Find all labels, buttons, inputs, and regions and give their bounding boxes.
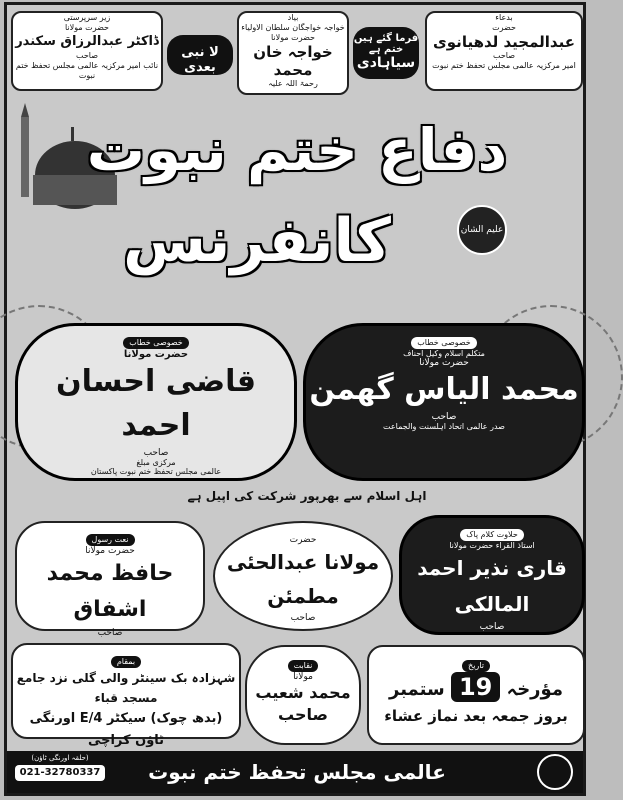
reciter-left-tag: نعت رسول: [86, 534, 135, 546]
patron-right-name: عبدالمجید لدھیانوی: [433, 33, 575, 51]
reciter-right-suffix: صاحب: [479, 622, 505, 632]
pill-center-left: [167, 35, 233, 75]
reciter-center-suffix: صاحب: [290, 613, 316, 623]
remembrance-line1: بیاد: [287, 13, 299, 22]
remembrance-name: خواجہ خان محمد: [253, 43, 333, 79]
patron-right-box: [425, 11, 583, 91]
remembrance-line2: خواجہ خواجگان سلطان الاولیاء: [241, 23, 345, 32]
patron-left-name: ڈاکٹر عبدالرزاق سکندر: [15, 34, 159, 49]
headline-line1: دفاع ختم نبوت: [86, 116, 508, 184]
reciter-center-oval: [213, 521, 393, 631]
reciter-right-sub: استاذ القراء حضرت مولانا: [449, 541, 535, 550]
footer-org: عالمی مجلس تحفظ ختم نبوت: [148, 760, 446, 784]
speaker-right-panel: [303, 323, 585, 481]
patron-right-desc: امیر مرکزیہ عالمی مجلس تحفظ ختم نبوت: [432, 61, 576, 70]
pill-center-left-text: لا نبی بعدی: [181, 45, 219, 75]
reciter-right-panel: [399, 515, 585, 635]
speaker-right-prefix: حضرت مولانا: [419, 358, 469, 368]
headline-line2: کانفرنس: [123, 206, 391, 276]
patron-right-title: حضرت: [492, 23, 516, 32]
speaker-left-prefix: حضرت مولانا: [123, 349, 189, 360]
remembrance-box: [237, 11, 349, 95]
pill-center-right: [353, 27, 419, 79]
patron-left-title: حضرت مولانا: [64, 23, 109, 32]
footer-phone-note: (حلقہ اورنگی ٹاؤن): [31, 754, 89, 762]
remembrance-suffix: رحمۃ اللہ علیہ: [268, 79, 318, 88]
patron-right-line1: بدعاء: [495, 13, 513, 22]
venue-box: [11, 643, 241, 748]
footer-phone: 021-32780337: [15, 765, 105, 781]
reciter-left-suffix: صاحب: [97, 628, 123, 638]
headline-seal: [457, 205, 507, 255]
venue-label: بمقام: [111, 656, 141, 668]
pill-center-right-text2: سیاہادی: [356, 55, 416, 71]
date-label: تاریخ: [462, 660, 490, 672]
reciter-left-name: حافظ محمد اشفاق: [46, 561, 174, 622]
venue-line1: شہزادہ بک سینٹر والی گلی نزد جامع مسجد قباء: [16, 671, 236, 705]
remembrance-prefix: حضرت مولانا: [270, 33, 315, 42]
reciter-right-name: قاری نذیر احمد المالکی: [417, 556, 567, 616]
patron-left-box: [11, 11, 163, 91]
host-label: نقابت: [288, 660, 319, 672]
date-line2: بروز جمعہ بعد نماز عشاء: [384, 707, 568, 725]
date-day: 19: [451, 672, 500, 702]
reciter-left-prefix: حضرت مولانا: [85, 546, 135, 556]
host-name: محمد شعیب صاحب: [255, 683, 351, 724]
speaker-right-suffix: صاحب: [431, 412, 457, 422]
headline-seal-text: علیم الشان: [460, 225, 504, 235]
poster: [4, 2, 586, 796]
headline: [27, 105, 567, 305]
date-pre: مؤرخہ: [506, 679, 563, 700]
patron-left-line1: زیر سرپرستی: [63, 13, 111, 22]
appeal-text: اہل اسلام سے بھرپور شرکت کی اپیل ہے: [187, 489, 427, 503]
host-prefix: مولانا: [293, 672, 313, 682]
speaker-left-suffix: صاحب: [143, 448, 169, 458]
reciter-right-tag: حلاوت کلام پاک: [460, 529, 524, 541]
host-box: [245, 645, 361, 745]
patron-left-desc: نائب امیر مرکزیہ عالمی مجلس تحفظ ختم نبوت: [15, 61, 159, 80]
reciter-center-name: مولانا عبدالحئی مطمئن: [226, 550, 380, 608]
patron-left-suffix: صاحب: [75, 51, 99, 60]
date-box: [367, 645, 585, 745]
speaker-left-panel: [15, 323, 297, 481]
speaker-left-desc1: مرکزی مبلغ: [136, 458, 176, 467]
footer-bar: [7, 751, 583, 793]
speaker-left-tag: خصوصی خطاب: [123, 337, 189, 349]
org-logo-icon: [537, 754, 573, 790]
reciter-left-oval: [15, 521, 205, 638]
speaker-left-desc2: عالمی مجلس تحفظ ختم نبوت پاکستان: [90, 467, 222, 476]
venue-line2: (بدھ چوک) سیکٹر 4/E اورنگی ٹاؤن کراچی: [29, 711, 223, 748]
speaker-right-name: محمد الیاس گھمن: [309, 372, 579, 407]
speaker-left-name: قاضی احسان احمد: [56, 364, 256, 443]
patron-right-suffix: صاحب: [492, 51, 516, 60]
reciter-center-prefix: حضرت: [289, 535, 317, 545]
speaker-right-sub: متکلم اسلام وکیل احناف: [403, 349, 485, 358]
date-month: ستمبر: [389, 679, 445, 700]
speaker-right-desc: صدر عالمی اتحاد اہلسنت والجماعت: [383, 422, 505, 431]
speaker-right-tag: خصوصی خطاب: [411, 337, 477, 349]
pill-center-right-text: فرما گئے ہیں ختم ہے: [353, 33, 419, 55]
